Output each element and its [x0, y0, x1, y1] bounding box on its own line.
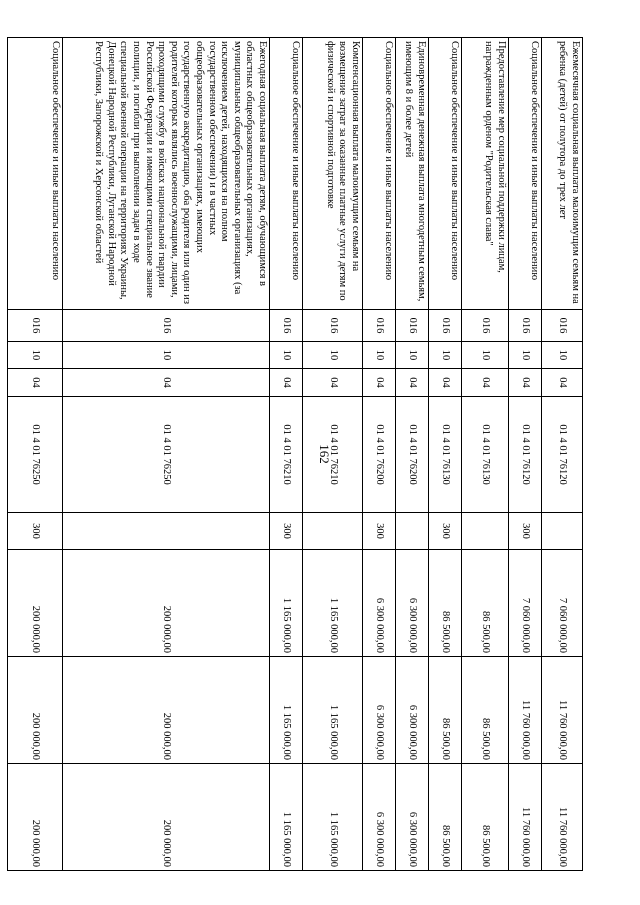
- cell-amount-year2: 86 500,00: [429, 657, 462, 764]
- table-row: [429, 38, 462, 871]
- cell-subsection: 04: [396, 369, 429, 397]
- cell-target-article: 01 4 01 76250: [63, 397, 270, 513]
- cell-expense-kind: 300: [429, 513, 462, 550]
- cell-amount-year2: 200 000,00: [63, 657, 270, 764]
- cell-expense-kind: [462, 513, 509, 550]
- cell-section: 10: [363, 342, 396, 369]
- cell-section: 10: [462, 342, 509, 369]
- cell-name: Предоставление мер социальной поддержки лицам, награжденным орденом "Родительская слава": [462, 38, 509, 310]
- cell-target-article: 01 4 01 76210: [303, 397, 363, 513]
- cell-amount-year2: 1 165 000,00: [270, 657, 303, 764]
- page-number: 162: [316, 444, 332, 464]
- cell-amount-year3: 86 500,00: [462, 764, 509, 871]
- cell-amount-year2: 6 300 000,00: [396, 657, 429, 764]
- cell-target-article: 01 4 01 76250: [8, 397, 63, 513]
- cell-amount-year3: 6 300 000,00: [363, 764, 396, 871]
- cell-amount-year1: 6 300 000,00: [396, 550, 429, 657]
- cell-target-article: 01 4 01 76200: [396, 397, 429, 513]
- cell-subsection: 04: [462, 369, 509, 397]
- cell-section: 10: [509, 342, 542, 369]
- cell-expense-kind: 300: [8, 513, 63, 550]
- cell-subsection: 04: [8, 369, 63, 397]
- cell-amount-year3: 86 500,00: [429, 764, 462, 871]
- cell-section: 10: [270, 342, 303, 369]
- table-row: [303, 38, 363, 871]
- cell-amount-year1: 86 500,00: [462, 550, 509, 657]
- cell-amount-year1: 7 060 000,00: [509, 550, 542, 657]
- cell-name: Ежегодная социальная выплата детям, обучающимся в областных общеобразовательных организациях, муниципальных общеобразовательных организациях (за исключением детей, находящихся на полном государственном обеспечении) и в частных общеобразовательных организациях, имеющих государственную аккредитацию, оба родителя или один из родителей которых являлись военнослужащими, лицами, проходящими службу в войсках национальной гвардии Российской Федерации и имеющими специальное звание полиции, и погибли при выполнении задач в ходе специальной военной операции на территориях Украины, Донецкой Народной Республики, Луганской Народной Республики, Запорожской и Херсонской областей: [63, 38, 270, 310]
- cell-amount-year3: 200 000,00: [63, 764, 270, 871]
- cell-name: Социальное обеспечение и иные выплаты населению: [363, 38, 396, 310]
- cell-expense-kind: 300: [363, 513, 396, 550]
- cell-ministry-code: 016: [509, 310, 542, 342]
- cell-name: Социальное обеспечение и иные выплаты населению: [270, 38, 303, 310]
- cell-ministry-code: 016: [396, 310, 429, 342]
- cell-subsection: 04: [270, 369, 303, 397]
- table-row: [270, 38, 303, 871]
- cell-section: 10: [303, 342, 363, 369]
- cell-subsection: 04: [429, 369, 462, 397]
- table-row: [63, 38, 270, 871]
- cell-amount-year3: 11 760 000,00: [509, 764, 542, 871]
- table-row: [462, 38, 509, 871]
- cell-amount-year3: 200 000,00: [8, 764, 63, 871]
- cell-subsection: 04: [509, 369, 542, 397]
- cell-amount-year1: 200 000,00: [63, 550, 270, 657]
- cell-expense-kind: 300: [509, 513, 542, 550]
- budget-table: [7, 37, 583, 871]
- cell-subsection: 04: [542, 369, 583, 397]
- cell-amount-year3: 11 760 000,00: [542, 764, 583, 871]
- cell-expense-kind: 300: [270, 513, 303, 550]
- cell-target-article: 01 4 01 76130: [462, 397, 509, 513]
- cell-amount-year2: 11 760 000,00: [542, 657, 583, 764]
- cell-ministry-code: 016: [363, 310, 396, 342]
- cell-section: 10: [429, 342, 462, 369]
- cell-ministry-code: 016: [303, 310, 363, 342]
- cell-ministry-code: 016: [63, 310, 270, 342]
- cell-amount-year2: 86 500,00: [462, 657, 509, 764]
- cell-target-article: 01 4 01 76200: [363, 397, 396, 513]
- rotated-table-container: [30, 37, 583, 870]
- cell-name: Ежемесячная социальная выплата малоимущим семьям на ребенка (детей) от полутора до трех лет: [542, 38, 583, 310]
- cell-name: Социальное обеспечение и иные выплаты населению: [8, 38, 63, 310]
- cell-expense-kind: [396, 513, 429, 550]
- table-row: [363, 38, 396, 871]
- cell-amount-year3: 1 165 000,00: [270, 764, 303, 871]
- table-body: [8, 38, 583, 871]
- cell-amount-year3: 1 165 000,00: [303, 764, 363, 871]
- budget-table-region: [30, 37, 583, 870]
- cell-amount-year2: 6 300 000,00: [363, 657, 396, 764]
- cell-ministry-code: 016: [542, 310, 583, 342]
- table-row: [542, 38, 583, 871]
- cell-section: 10: [8, 342, 63, 369]
- cell-expense-kind: [542, 513, 583, 550]
- cell-amount-year2: 1 165 000,00: [303, 657, 363, 764]
- cell-name: Социальное обеспечение и иные выплаты населению: [509, 38, 542, 310]
- cell-subsection: 04: [63, 369, 270, 397]
- cell-expense-kind: [303, 513, 363, 550]
- cell-amount-year1: 6 300 000,00: [363, 550, 396, 657]
- table-row: [509, 38, 542, 871]
- cell-amount-year2: 200 000,00: [8, 657, 63, 764]
- cell-amount-year1: 86 500,00: [429, 550, 462, 657]
- cell-target-article: 01 4 01 76120: [509, 397, 542, 513]
- cell-subsection: 04: [303, 369, 363, 397]
- cell-name: Компенсационная выплата малоимущим семьям на возмещение затрат за оказанные платные услуги детям по физической и спортивной подготовке: [303, 38, 363, 310]
- cell-section: 10: [63, 342, 270, 369]
- table-row: [8, 38, 63, 871]
- cell-amount-year1: 1 165 000,00: [303, 550, 363, 657]
- cell-ministry-code: 016: [8, 310, 63, 342]
- cell-amount-year1: 200 000,00: [8, 550, 63, 657]
- cell-amount-year2: 11 760 000,00: [509, 657, 542, 764]
- cell-section: 10: [396, 342, 429, 369]
- table-row: [396, 38, 429, 871]
- cell-target-article: 01 4 01 76210: [270, 397, 303, 513]
- cell-subsection: 04: [363, 369, 396, 397]
- cell-amount-year3: 6 300 000,00: [396, 764, 429, 871]
- cell-expense-kind: [63, 513, 270, 550]
- cell-target-article: 01 4 01 76130: [429, 397, 462, 513]
- cell-name: Единовременная денежная выплата многодетным семьям, имеющим 8 и более детей: [396, 38, 429, 310]
- cell-ministry-code: 016: [270, 310, 303, 342]
- cell-name: Социальное обеспечение и иные выплаты населению: [429, 38, 462, 310]
- cell-ministry-code: 016: [462, 310, 509, 342]
- cell-target-article: 01 4 01 76120: [542, 397, 583, 513]
- cell-amount-year1: 7 060 000,00: [542, 550, 583, 657]
- cell-section: 10: [542, 342, 583, 369]
- cell-amount-year1: 1 165 000,00: [270, 550, 303, 657]
- cell-ministry-code: 016: [429, 310, 462, 342]
